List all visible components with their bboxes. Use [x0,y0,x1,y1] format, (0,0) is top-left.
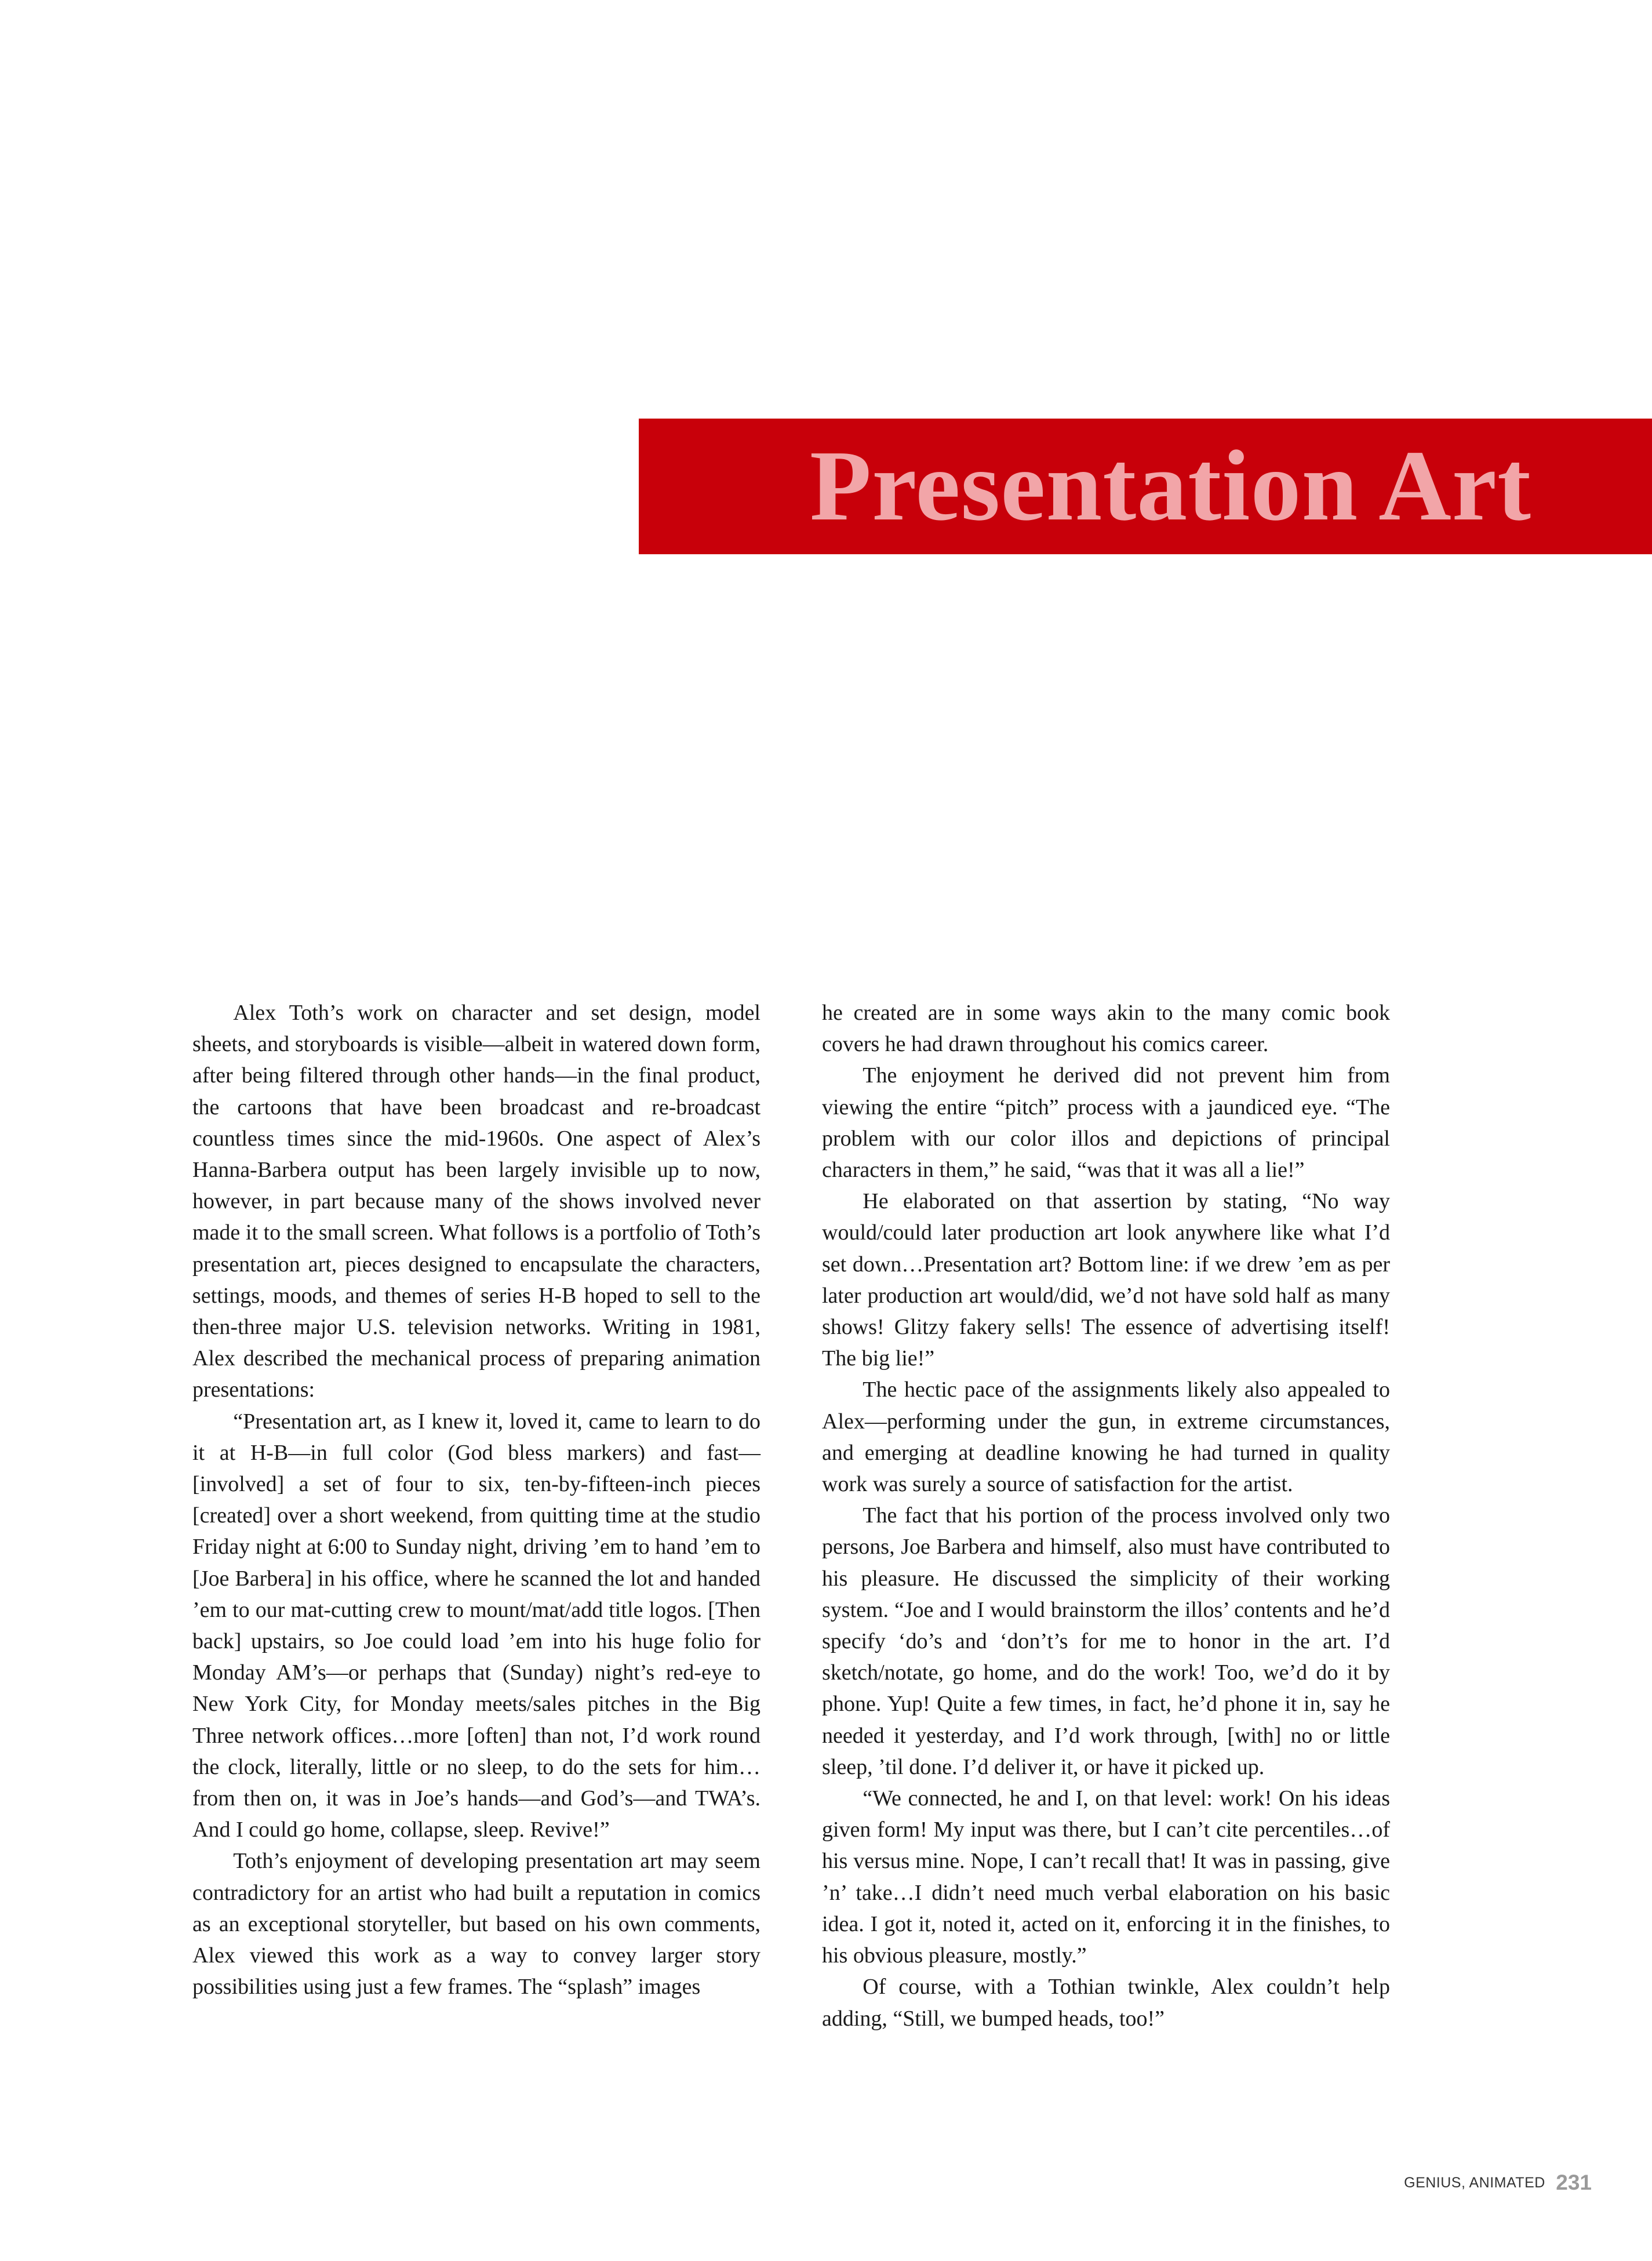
body-paragraph: The enjoyment he derived did not prevent him from viewing the entire “pitch” process with a jaundiced eye. “The problem with our color illos and depictions of principal characters in them,” he said, “was that it was all a lie!” [822,1063,1390,1183]
body-paragraph: The hectic pace of the assignments likely also appealed to Alex—performing under the gun, in extreme circumstances, and emerging at deadline knowing he had turned in quality work was surely a source of satisfaction for the artist. [822,1377,1390,1497]
right-column [822,997,1390,2034]
left-column [192,997,760,2003]
body-paragraph: The fact that his portion of the process involved only two persons, Joe Barbera and himself, also must have contributed to his pleasure. He discussed the simplicity of their working system. “Joe and I would brainstorm the illos’ contents and he’d specify ‘do’s and ‘don’t’s for me to honor in the art. I’d sketch/notate, go home, and do the work! Too, we’d do it by phone. Yup! Quite a few times, in fact, he’d phone it in, say he needed it yesterday, and I’d work through, [with] no or little sleep, ’til done. I’d deliver it, or have it picked up. [822,1503,1390,1779]
page-number: 231 [1556,2171,1592,2194]
body-paragraph: Alex Toth’s work on character and set design, model sheets, and storyboards is visible—albeit in watered down form, after being filtered through other hands—in the final product, the cartoons that have been broadcast and re-broadcast countless times since the mid-1960s. One aspect of Alex’s Hanna-Barbera output has been largely invisible up to now, however, in part because many of the shows involved never made it to the small screen. What follows is a portfolio of Toth’s presentation art, pieces designed to encapsulate the characters, settings, moods, and themes of series H-B hoped to sell to the then-three major U.S. television networks. Writing in 1981, Alex described the mechanical process of preparing animation presentations: [192,1001,760,1402]
body-paragraph: he created are in some ways akin to the many comic book covers he had drawn throughout his comics career. [822,1001,1390,1057]
running-title: GENIUS, ANIMATED [1404,2175,1545,2191]
title-banner [639,419,1652,554]
body-paragraph: Of course, with a Tothian twinkle, Alex couldn’t help adding, “Still, we bumped heads, too!” [822,1975,1390,2031]
page-title: Presentation Art [809,430,1531,541]
body-paragraph: Toth’s enjoyment of developing presentation art may seem contradictory for an artist who had built a reputation in comics as an exceptional storyteller, but based on his own comments, Alex viewed this work as a way to convey larger story possibilities using just a few frames. The “splash” images [192,1849,760,2000]
body-paragraph: “Presentation art, as I knew it, loved it, came to learn to do it at H-B—in full color (God bless markers) and fast—[involved] a set of four to six, ten-by-fifteen-inch pieces [created] over a short weekend, from quitting time at the studio Friday night at 6:00 to Sunday night, driving ’em to hand ’em to [Joe Barbera] in his office, where he scanned the lot and handed ’em to our mat-cutting crew to mount/mat/add title logos. [Then back] upstairs, so Joe could load ’em into his huge folio for Monday AM’s—or perhaps that (Sunday) night’s red-eye to New York City, for Monday meets/sales pitches in the Big Three network offices…more [often] than not, I’d work round the clock, literally, little or no sleep, to do the sets for him…from then on, it was in Joe’s hands—and God’s—and TWA’s. And I could go home, collapse, sleep. Revive!” [192,1409,760,1842]
body-paragraph: “We connected, he and I, on that level: work! On his ideas given form! My input was there, but I can’t cite percentiles…of his versus mine. Nope, I can’t recall that! It was in passing, give ’n’ take…I didn’t need much verbal elaboration on his basic idea. I got it, noted it, acted on it, enforcing it in the finishes, to his obvious pleasure, mostly.” [822,1786,1390,1968]
body-paragraph: He elaborated on that assertion by stating, “No way would/could later production art look anywhere like what I’d set down…Presentation art? Bottom line: if we drew ’em as per later production art would/did, we’d not have sold half as many shows! Glitzy fakery sells! The essence of advertising itself! The big lie!” [822,1189,1390,1371]
page-footer [1404,2168,1592,2197]
